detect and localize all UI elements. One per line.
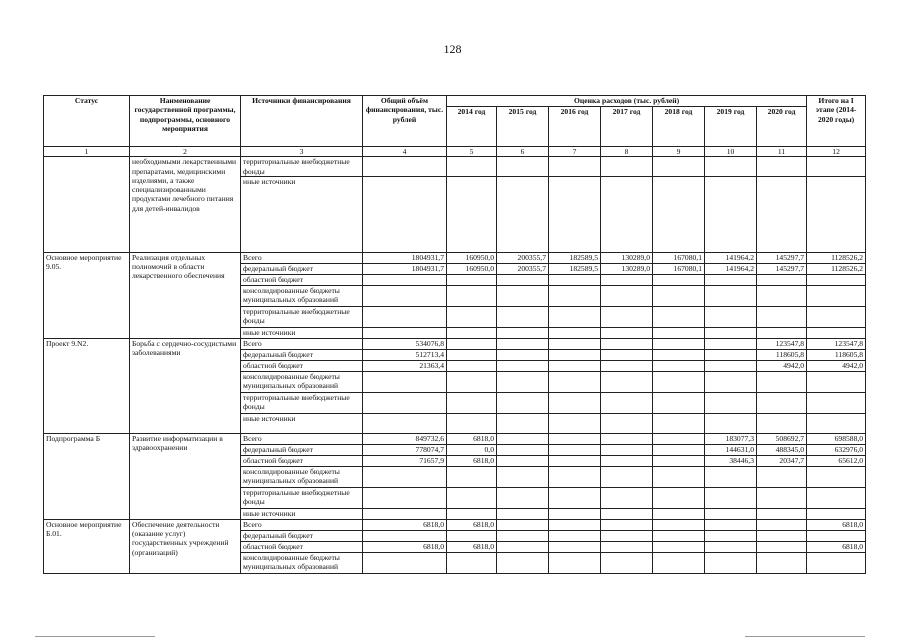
year-value-cell: [549, 392, 601, 413]
column-number: 11: [757, 147, 807, 157]
year-value-cell: 200355,7: [497, 263, 549, 274]
year-value-cell: [447, 487, 497, 508]
year-value-cell: [705, 508, 757, 519]
source-cell: Всего: [241, 338, 363, 349]
itogo-cell: 65612,0: [807, 455, 866, 466]
source-cell: территориальные внебюджетные фонды: [241, 157, 363, 177]
year-value-cell: 167080,1: [653, 263, 705, 274]
table-row: [44, 433, 866, 444]
year-value-cell: [757, 176, 807, 252]
year-value-cell: [549, 285, 601, 306]
year-value-cell: [757, 157, 807, 177]
total-cell: [363, 371, 447, 392]
year-value-cell: [705, 519, 757, 530]
itogo-cell: [807, 413, 866, 433]
year-value-cell: [653, 327, 705, 338]
name-cell: необходимыми лекарственными препаратами, медицинскими изделиями, а также специализированными продуктами лечебного питания для детей-инвалидов: [130, 157, 241, 253]
itogo-cell: 1128526,2: [807, 263, 866, 274]
total-cell: [363, 508, 447, 519]
year-value-cell: [757, 306, 807, 327]
total-cell: 534076,8: [363, 338, 447, 349]
itogo-cell: 6818,0: [807, 519, 866, 530]
year-value-cell: 144631,0: [705, 444, 757, 455]
total-cell: [363, 413, 447, 433]
year-value-cell: [601, 530, 653, 541]
year-value-cell: [653, 541, 705, 552]
total-cell: [363, 306, 447, 327]
year-value-cell: [653, 285, 705, 306]
table-header: [44, 96, 866, 157]
year-value-cell: [497, 274, 549, 285]
itogo-cell: [807, 392, 866, 413]
year-value-cell: [705, 338, 757, 349]
header-estimate: Оценка расходов (тыс. рублей): [447, 96, 807, 107]
year-value-cell: [447, 349, 497, 360]
source-cell: иные источники: [241, 508, 363, 519]
column-number: 4: [363, 147, 447, 157]
source-cell: федеральный бюджет: [241, 444, 363, 455]
source-cell: консолидированные бюджеты муниципальных образований: [241, 285, 363, 306]
year-value-cell: 167080,1: [653, 252, 705, 263]
year-value-cell: [601, 413, 653, 433]
header-year: 2016 год: [549, 107, 601, 147]
year-value-cell: [653, 176, 705, 252]
itogo-cell: [807, 552, 866, 573]
year-value-cell: 38446,3: [705, 455, 757, 466]
year-value-cell: [497, 360, 549, 371]
status-cell: Подпрограмма Б: [44, 433, 130, 519]
year-value-cell: [705, 176, 757, 252]
itogo-cell: 632976,0: [807, 444, 866, 455]
year-value-cell: [601, 157, 653, 177]
year-value-cell: [653, 519, 705, 530]
name-cell: Борьба с сердечно-сосудистыми заболеваниями: [130, 338, 241, 433]
status-cell: Проект 9.N2.: [44, 338, 130, 433]
year-value-cell: [757, 466, 807, 487]
source-cell: иные источники: [241, 327, 363, 338]
year-value-cell: [497, 455, 549, 466]
source-cell: территориальные внебюджетные фонды: [241, 487, 363, 508]
year-value-cell: 145297,7: [757, 252, 807, 263]
column-number: 9: [653, 147, 705, 157]
itogo-cell: [807, 371, 866, 392]
itogo-cell: [807, 157, 866, 177]
year-value-cell: [447, 338, 497, 349]
year-value-cell: [757, 413, 807, 433]
year-value-cell: 0,0: [447, 444, 497, 455]
source-cell: консолидированные бюджеты муниципальных образований: [241, 466, 363, 487]
year-value-cell: [497, 327, 549, 338]
header-year: 2017 год: [601, 107, 653, 147]
year-value-cell: [705, 530, 757, 541]
year-value-cell: [549, 552, 601, 573]
header-sources: Источники финансирования: [241, 96, 363, 147]
year-value-cell: [653, 444, 705, 455]
year-value-cell: [705, 487, 757, 508]
year-value-cell: [601, 360, 653, 371]
year-value-cell: [549, 360, 601, 371]
year-value-cell: [447, 552, 497, 573]
column-number: 12: [807, 147, 866, 157]
column-numbers-row: [44, 147, 866, 157]
table-body: [44, 157, 866, 574]
year-value-cell: [705, 285, 757, 306]
itogo-cell: [807, 508, 866, 519]
itogo-cell: 1128526,2: [807, 252, 866, 263]
year-value-cell: [447, 413, 497, 433]
year-value-cell: [653, 360, 705, 371]
year-value-cell: [497, 349, 549, 360]
year-value-cell: [549, 455, 601, 466]
year-value-cell: 160950,0: [447, 263, 497, 274]
source-cell: иные источники: [241, 176, 363, 252]
year-value-cell: 6818,0: [447, 433, 497, 444]
year-value-cell: [497, 285, 549, 306]
year-value-cell: [601, 285, 653, 306]
year-value-cell: [705, 360, 757, 371]
total-cell: 6818,0: [363, 519, 447, 530]
year-value-cell: [757, 274, 807, 285]
itogo-cell: [807, 306, 866, 327]
itogo-cell: [807, 285, 866, 306]
source-cell: консолидированные бюджеты муниципальных образований: [241, 371, 363, 392]
itogo-cell: [807, 487, 866, 508]
year-value-cell: [653, 413, 705, 433]
year-value-cell: [497, 466, 549, 487]
year-value-cell: [497, 433, 549, 444]
status-cell: [44, 157, 130, 253]
header-total: Общий объём финансирования, тыс. рублей: [363, 96, 447, 147]
year-value-cell: [757, 487, 807, 508]
source-cell: областной бюджет: [241, 274, 363, 285]
total-cell: 21363,4: [363, 360, 447, 371]
total-cell: 1804931,7: [363, 263, 447, 274]
year-value-cell: [549, 176, 601, 252]
year-value-cell: [757, 392, 807, 413]
year-value-cell: [705, 157, 757, 177]
year-value-cell: [447, 466, 497, 487]
itogo-cell: 118605,8: [807, 349, 866, 360]
year-value-cell: [757, 552, 807, 573]
itogo-cell: 4942,0: [807, 360, 866, 371]
year-value-cell: [549, 327, 601, 338]
source-cell: Всего: [241, 252, 363, 263]
year-value-cell: [705, 349, 757, 360]
header-name: Наименование государственной программы, подпрограммы, основного мероприятия: [130, 96, 241, 147]
column-number: 7: [549, 147, 601, 157]
header-year: 2015 год: [497, 107, 549, 147]
total-cell: [363, 487, 447, 508]
year-value-cell: [757, 371, 807, 392]
total-cell: [363, 392, 447, 413]
source-cell: Всего: [241, 519, 363, 530]
source-cell: областной бюджет: [241, 455, 363, 466]
year-value-cell: [549, 444, 601, 455]
source-cell: территориальные внебюджетные фонды: [241, 392, 363, 413]
name-cell: Развитие информатизации в здравоохранении: [130, 433, 241, 519]
year-value-cell: [497, 338, 549, 349]
year-value-cell: 118605,8: [757, 349, 807, 360]
source-cell: консолидированные бюджеты муниципальных образований: [241, 552, 363, 573]
year-value-cell: [601, 176, 653, 252]
year-value-cell: 182589,5: [549, 263, 601, 274]
year-value-cell: 4942,0: [757, 360, 807, 371]
year-value-cell: [601, 552, 653, 573]
column-number: 10: [705, 147, 757, 157]
year-value-cell: [601, 327, 653, 338]
header-itogo: Итого на I этапе (2014-2020 годы): [807, 96, 866, 147]
year-value-cell: [497, 487, 549, 508]
year-value-cell: [653, 508, 705, 519]
year-value-cell: [653, 487, 705, 508]
year-value-cell: [705, 392, 757, 413]
year-value-cell: 20347,7: [757, 455, 807, 466]
year-value-cell: [601, 338, 653, 349]
itogo-cell: [807, 274, 866, 285]
year-value-cell: [653, 274, 705, 285]
year-value-cell: 508692,7: [757, 433, 807, 444]
source-cell: областной бюджет: [241, 360, 363, 371]
year-value-cell: [653, 466, 705, 487]
year-value-cell: [447, 392, 497, 413]
year-value-cell: [705, 306, 757, 327]
year-value-cell: 141964,2: [705, 263, 757, 274]
total-cell: [363, 285, 447, 306]
total-cell: [363, 274, 447, 285]
year-value-cell: [549, 349, 601, 360]
year-value-cell: [601, 274, 653, 285]
year-value-cell: [497, 176, 549, 252]
year-value-cell: [447, 371, 497, 392]
year-value-cell: [601, 371, 653, 392]
year-value-cell: [653, 455, 705, 466]
year-value-cell: [549, 466, 601, 487]
scan-edge-line: [35, 636, 155, 637]
year-value-cell: 145297,7: [757, 263, 807, 274]
table-row: [44, 157, 866, 177]
year-value-cell: [653, 530, 705, 541]
year-value-cell: [549, 487, 601, 508]
year-value-cell: [549, 274, 601, 285]
year-value-cell: [601, 541, 653, 552]
year-value-cell: [757, 530, 807, 541]
table-row: [44, 519, 866, 530]
year-value-cell: [653, 157, 705, 177]
year-value-cell: [447, 274, 497, 285]
source-cell: областной бюджет: [241, 541, 363, 552]
total-cell: [363, 466, 447, 487]
total-cell: 778074,7: [363, 444, 447, 455]
column-number: 8: [601, 147, 653, 157]
year-value-cell: [447, 306, 497, 327]
itogo-cell: [807, 327, 866, 338]
total-cell: [363, 157, 447, 177]
year-value-cell: [549, 306, 601, 327]
year-value-cell: [757, 519, 807, 530]
year-value-cell: [653, 338, 705, 349]
source-cell: территориальные внебюджетные фонды: [241, 306, 363, 327]
year-value-cell: [497, 392, 549, 413]
year-value-cell: [705, 327, 757, 338]
year-value-cell: [601, 433, 653, 444]
total-cell: [363, 176, 447, 252]
year-value-cell: [549, 371, 601, 392]
year-value-cell: [447, 327, 497, 338]
source-cell: иные источники: [241, 413, 363, 433]
year-value-cell: [549, 413, 601, 433]
total-cell: [363, 530, 447, 541]
status-cell: Основное мероприятие 9.05.: [44, 252, 130, 338]
total-cell: 512713,4: [363, 349, 447, 360]
year-value-cell: [705, 274, 757, 285]
year-value-cell: [601, 508, 653, 519]
year-value-cell: [653, 392, 705, 413]
itogo-cell: [807, 176, 866, 252]
year-value-cell: [653, 349, 705, 360]
itogo-cell: [807, 466, 866, 487]
year-value-cell: [497, 444, 549, 455]
year-value-cell: 6818,0: [447, 541, 497, 552]
year-value-cell: [705, 371, 757, 392]
year-value-cell: [447, 176, 497, 252]
column-number: 2: [130, 147, 241, 157]
year-value-cell: 488345,0: [757, 444, 807, 455]
scan-edge-line: [745, 636, 865, 637]
year-value-cell: [757, 508, 807, 519]
year-value-cell: [549, 530, 601, 541]
year-value-cell: [447, 157, 497, 177]
column-number: 3: [241, 147, 363, 157]
column-number: 6: [497, 147, 549, 157]
year-value-cell: [497, 530, 549, 541]
itogo-cell: [807, 530, 866, 541]
year-value-cell: [497, 519, 549, 530]
year-value-cell: [549, 338, 601, 349]
year-value-cell: [653, 433, 705, 444]
total-cell: 6818,0: [363, 541, 447, 552]
source-cell: Всего: [241, 433, 363, 444]
year-value-cell: [653, 552, 705, 573]
total-cell: 1804931,7: [363, 252, 447, 263]
total-cell: [363, 552, 447, 573]
source-cell: федеральный бюджет: [241, 349, 363, 360]
year-value-cell: [497, 552, 549, 573]
year-value-cell: [705, 466, 757, 487]
total-cell: [363, 327, 447, 338]
header-year: 2019 год: [705, 107, 757, 147]
year-value-cell: [447, 508, 497, 519]
year-value-cell: 130289,0: [601, 252, 653, 263]
year-value-cell: [497, 413, 549, 433]
year-value-cell: [653, 371, 705, 392]
header-year: 2014 год: [447, 107, 497, 147]
itogo-cell: 123547,8: [807, 338, 866, 349]
year-value-cell: [705, 541, 757, 552]
itogo-cell: 698588,0: [807, 433, 866, 444]
name-cell: Обеспечение деятельности (оказание услуг) государственных учреждений (организаций): [130, 519, 241, 573]
year-value-cell: [757, 541, 807, 552]
year-value-cell: 200355,7: [497, 252, 549, 263]
year-value-cell: [497, 157, 549, 177]
year-value-cell: 141964,2: [705, 252, 757, 263]
year-value-cell: [757, 285, 807, 306]
name-cell: Реализация отдельных полномочий в области лекарственного обеспечения: [130, 252, 241, 338]
year-value-cell: [601, 519, 653, 530]
header-status: Статус: [44, 96, 130, 147]
year-value-cell: [497, 306, 549, 327]
source-cell: федеральный бюджет: [241, 263, 363, 274]
expenditure-table: [43, 95, 866, 574]
column-number: 1: [44, 147, 130, 157]
total-cell: 71657,9: [363, 455, 447, 466]
year-value-cell: [601, 455, 653, 466]
year-value-cell: [653, 306, 705, 327]
page-number: 128: [443, 42, 462, 56]
year-value-cell: [549, 508, 601, 519]
header-year: 2018 год: [653, 107, 705, 147]
status-cell: Основное мероприятие Б.01.: [44, 519, 130, 573]
year-value-cell: 123547,8: [757, 338, 807, 349]
source-cell: федеральный бюджет: [241, 530, 363, 541]
year-value-cell: [447, 285, 497, 306]
year-value-cell: 130289,0: [601, 263, 653, 274]
year-value-cell: 6818,0: [447, 455, 497, 466]
table-row: [44, 338, 866, 349]
year-value-cell: [447, 530, 497, 541]
year-value-cell: [447, 360, 497, 371]
year-value-cell: 183077,3: [705, 433, 757, 444]
year-value-cell: [601, 349, 653, 360]
year-value-cell: 6818,0: [447, 519, 497, 530]
year-value-cell: [549, 433, 601, 444]
year-value-cell: [601, 466, 653, 487]
table-row: [44, 252, 866, 263]
year-value-cell: [549, 519, 601, 530]
year-value-cell: 160950,0: [447, 252, 497, 263]
year-value-cell: [601, 306, 653, 327]
year-value-cell: [601, 444, 653, 455]
total-cell: 849732,6: [363, 433, 447, 444]
year-value-cell: [497, 508, 549, 519]
year-value-cell: [497, 541, 549, 552]
year-value-cell: [549, 541, 601, 552]
header-year: 2020 год: [757, 107, 807, 147]
year-value-cell: [601, 487, 653, 508]
year-value-cell: [757, 327, 807, 338]
year-value-cell: 182589,5: [549, 252, 601, 263]
year-value-cell: [705, 552, 757, 573]
year-value-cell: [705, 413, 757, 433]
column-number: 5: [447, 147, 497, 157]
year-value-cell: [497, 371, 549, 392]
year-value-cell: [549, 157, 601, 177]
itogo-cell: 6818,0: [807, 541, 866, 552]
year-value-cell: [601, 392, 653, 413]
